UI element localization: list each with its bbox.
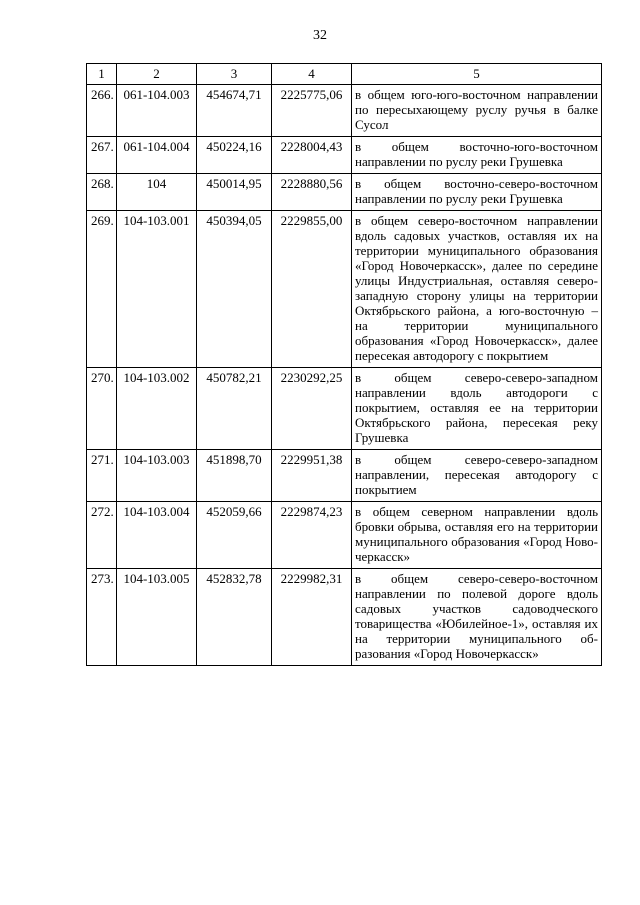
coordinate-x: 450782,21 bbox=[197, 368, 272, 450]
row-number: 267. bbox=[87, 137, 117, 174]
table-row bbox=[87, 502, 602, 569]
point-code: 061-104.004 bbox=[117, 137, 197, 174]
boundary-description: в общем северо-северо-западном направлении вдоль автодороги с покрытием, оставляя ее на территории Октябрьского района, пересекая реку Грушевка bbox=[352, 368, 602, 450]
row-number: 273. bbox=[87, 569, 117, 666]
boundary-table bbox=[86, 63, 602, 666]
coordinate-x: 450394,05 bbox=[197, 211, 272, 368]
coordinate-y: 2225775,06 bbox=[272, 85, 352, 137]
row-number: 268. bbox=[87, 174, 117, 211]
point-code: 104-103.004 bbox=[117, 502, 197, 569]
column-header-3: 3 bbox=[197, 64, 272, 85]
point-code: 104-103.003 bbox=[117, 450, 197, 502]
table-header-row bbox=[87, 64, 602, 85]
coordinate-y: 2228880,56 bbox=[272, 174, 352, 211]
coordinate-x: 452832,78 bbox=[197, 569, 272, 666]
row-number: 271. bbox=[87, 450, 117, 502]
coordinate-x: 450224,16 bbox=[197, 137, 272, 174]
boundary-description: в общем северо-северо-восточном направлении по полевой дороге вдоль садовых участков садоводческого товарищества «Юбилейное-1», оставляя их на территории муниципального образования «Город Новочеркасск» bbox=[352, 569, 602, 666]
row-number: 272. bbox=[87, 502, 117, 569]
column-header-4: 4 bbox=[272, 64, 352, 85]
point-code: 104-103.001 bbox=[117, 211, 197, 368]
coordinate-x: 450014,95 bbox=[197, 174, 272, 211]
row-number: 270. bbox=[87, 368, 117, 450]
point-code: 104 bbox=[117, 174, 197, 211]
table-row bbox=[87, 450, 602, 502]
coordinate-y: 2229982,31 bbox=[272, 569, 352, 666]
column-header-2: 2 bbox=[117, 64, 197, 85]
boundary-description: в общем юго-юго-восточном направлении по пересыхающему руслу ручья в балке Сусол bbox=[352, 85, 602, 137]
coordinate-y: 2229874,23 bbox=[272, 502, 352, 569]
boundary-description: в общем северо-северо-западном направлении, пересекая автодорогу с покрытием bbox=[352, 450, 602, 502]
page-number: 32 bbox=[313, 28, 327, 43]
point-code: 061-104.003 bbox=[117, 85, 197, 137]
row-number: 266. bbox=[87, 85, 117, 137]
table-row bbox=[87, 85, 602, 137]
table-row bbox=[87, 368, 602, 450]
boundary-description: в общем восточно-северо-восточном направлении по руслу реки Грушевка bbox=[352, 174, 602, 211]
boundary-description: в общем северо-восточном направлении вдоль садовых участков, оставляя их на территории муниципального образования «Город Новочеркасск», далее по середине улицы Индустриальная, оставляя северо-западную сторону улицы на территории Октябрьского района, а юго-восточную – на территории муниципального образования «Город Новочеркасск», далее пересекая автодорогу с покрытием bbox=[352, 211, 602, 368]
coordinate-x: 451898,70 bbox=[197, 450, 272, 502]
coordinate-y: 2228004,43 bbox=[272, 137, 352, 174]
coordinate-y: 2229951,38 bbox=[272, 450, 352, 502]
column-header-1: 1 bbox=[87, 64, 117, 85]
coordinate-x: 452059,66 bbox=[197, 502, 272, 569]
table-row bbox=[87, 137, 602, 174]
point-code: 104-103.002 bbox=[117, 368, 197, 450]
row-number: 269. bbox=[87, 211, 117, 368]
coordinate-y: 2229855,00 bbox=[272, 211, 352, 368]
boundary-description: в общем северном направлении вдоль бровки обрыва, оставляя его на территории муниципального образования «Город Новочеркасск» bbox=[352, 502, 602, 569]
coordinate-y: 2230292,25 bbox=[272, 368, 352, 450]
column-header-5: 5 bbox=[352, 64, 602, 85]
table-row bbox=[87, 569, 602, 666]
table-row bbox=[87, 174, 602, 211]
boundary-description: в общем восточно-юго-восточном направлении по руслу реки Грушевка bbox=[352, 137, 602, 174]
table-row bbox=[87, 211, 602, 368]
point-code: 104-103.005 bbox=[117, 569, 197, 666]
coordinate-x: 454674,71 bbox=[197, 85, 272, 137]
